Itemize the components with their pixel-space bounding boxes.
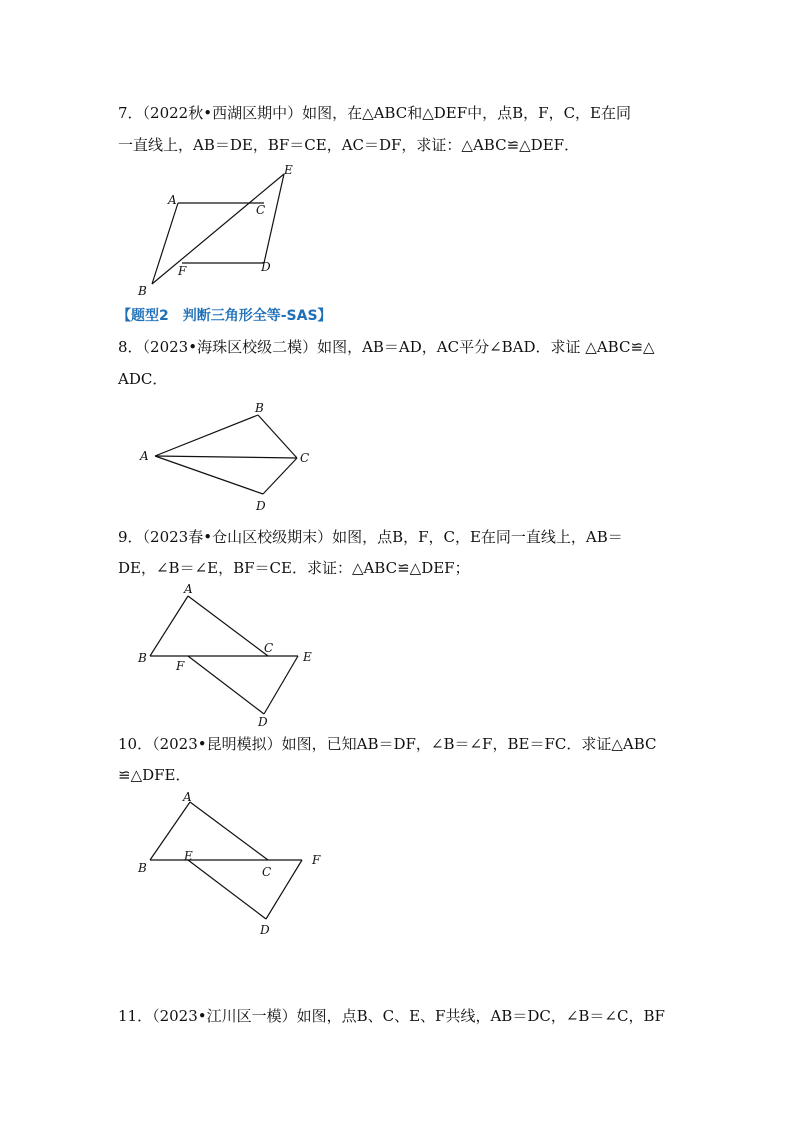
problem-9-line-1: 9．（2023春•仓山区校级期末）如图，点B，F，C，E在同一直线上，AB＝ xyxy=(118,528,623,546)
label-c: C xyxy=(262,865,272,879)
label-d: D xyxy=(260,923,270,937)
segment-ac xyxy=(155,456,297,458)
label-b: B xyxy=(255,401,264,415)
segment-ab xyxy=(152,203,178,284)
label-d: D xyxy=(258,715,268,729)
section-heading: 【题型2 判断三角形全等-SAS】 xyxy=(117,308,332,324)
problem-10-line-2: ≌△DFE． xyxy=(118,766,191,784)
segment-ed xyxy=(264,174,284,263)
segment-dc xyxy=(263,458,297,494)
label-c: C xyxy=(300,451,310,465)
label-e: E xyxy=(303,650,312,664)
figure-problem-9 xyxy=(130,580,330,730)
problem-8-line-2: ADC． xyxy=(118,370,168,388)
segment-ac xyxy=(190,802,268,860)
label-f: F xyxy=(176,659,185,673)
label-b: B xyxy=(138,651,147,665)
label-d: D xyxy=(256,499,266,513)
label-f: F xyxy=(312,853,321,867)
problem-9-line-2: DE，∠B＝∠E，BF＝CE．求证：△ABC≌△DEF； xyxy=(118,559,470,577)
segment-df xyxy=(188,656,264,714)
label-a: A xyxy=(140,449,149,463)
segment-de xyxy=(188,860,266,919)
figure-problem-10 xyxy=(130,788,340,948)
label-c: C xyxy=(256,203,266,217)
segment-ed xyxy=(264,656,298,714)
label-e: E xyxy=(184,849,193,863)
problem-8-line-1: 8．（2023•海珠区校级二模）如图，AB＝AD，AC平分∠BAD．求证 △ABC≌△ xyxy=(118,338,655,356)
problem-11-line-1: 11．（2023•江川区一模）如图，点B、C、E、F共线，AB＝DC，∠B＝∠C，BF xyxy=(118,1007,665,1025)
label-a: A xyxy=(183,790,192,804)
figure-problem-7 xyxy=(130,160,310,300)
segment-ab xyxy=(155,415,258,456)
problem-10-line-1: 10．（2023•昆明模拟）如图，已知AB＝DF，∠B＝∠F，BE＝FC．求证△ABC xyxy=(118,735,657,753)
label-d: D xyxy=(261,260,271,274)
segment-ad xyxy=(155,456,263,494)
segment-fd xyxy=(266,860,302,919)
figure-problem-8 xyxy=(130,398,330,518)
label-a: A xyxy=(184,582,193,596)
label-f: F xyxy=(178,264,187,278)
problem-7-line-1: 7．（2022秋•西湖区期中）如图，在△ABC和△DEF中，点B，F，C，E在同 xyxy=(118,104,631,122)
segment-bc xyxy=(258,415,297,458)
label-c: C xyxy=(264,641,274,655)
label-e: E xyxy=(284,163,293,177)
segment-ab xyxy=(150,596,188,656)
label-b: B xyxy=(138,284,147,298)
segment-ac xyxy=(188,596,268,656)
problem-7-line-2: 一直线上，AB＝DE，BF＝CE，AC＝DF，求证：△ABC≌△DEF． xyxy=(118,136,580,154)
label-b: B xyxy=(138,861,147,875)
label-a: A xyxy=(168,193,177,207)
